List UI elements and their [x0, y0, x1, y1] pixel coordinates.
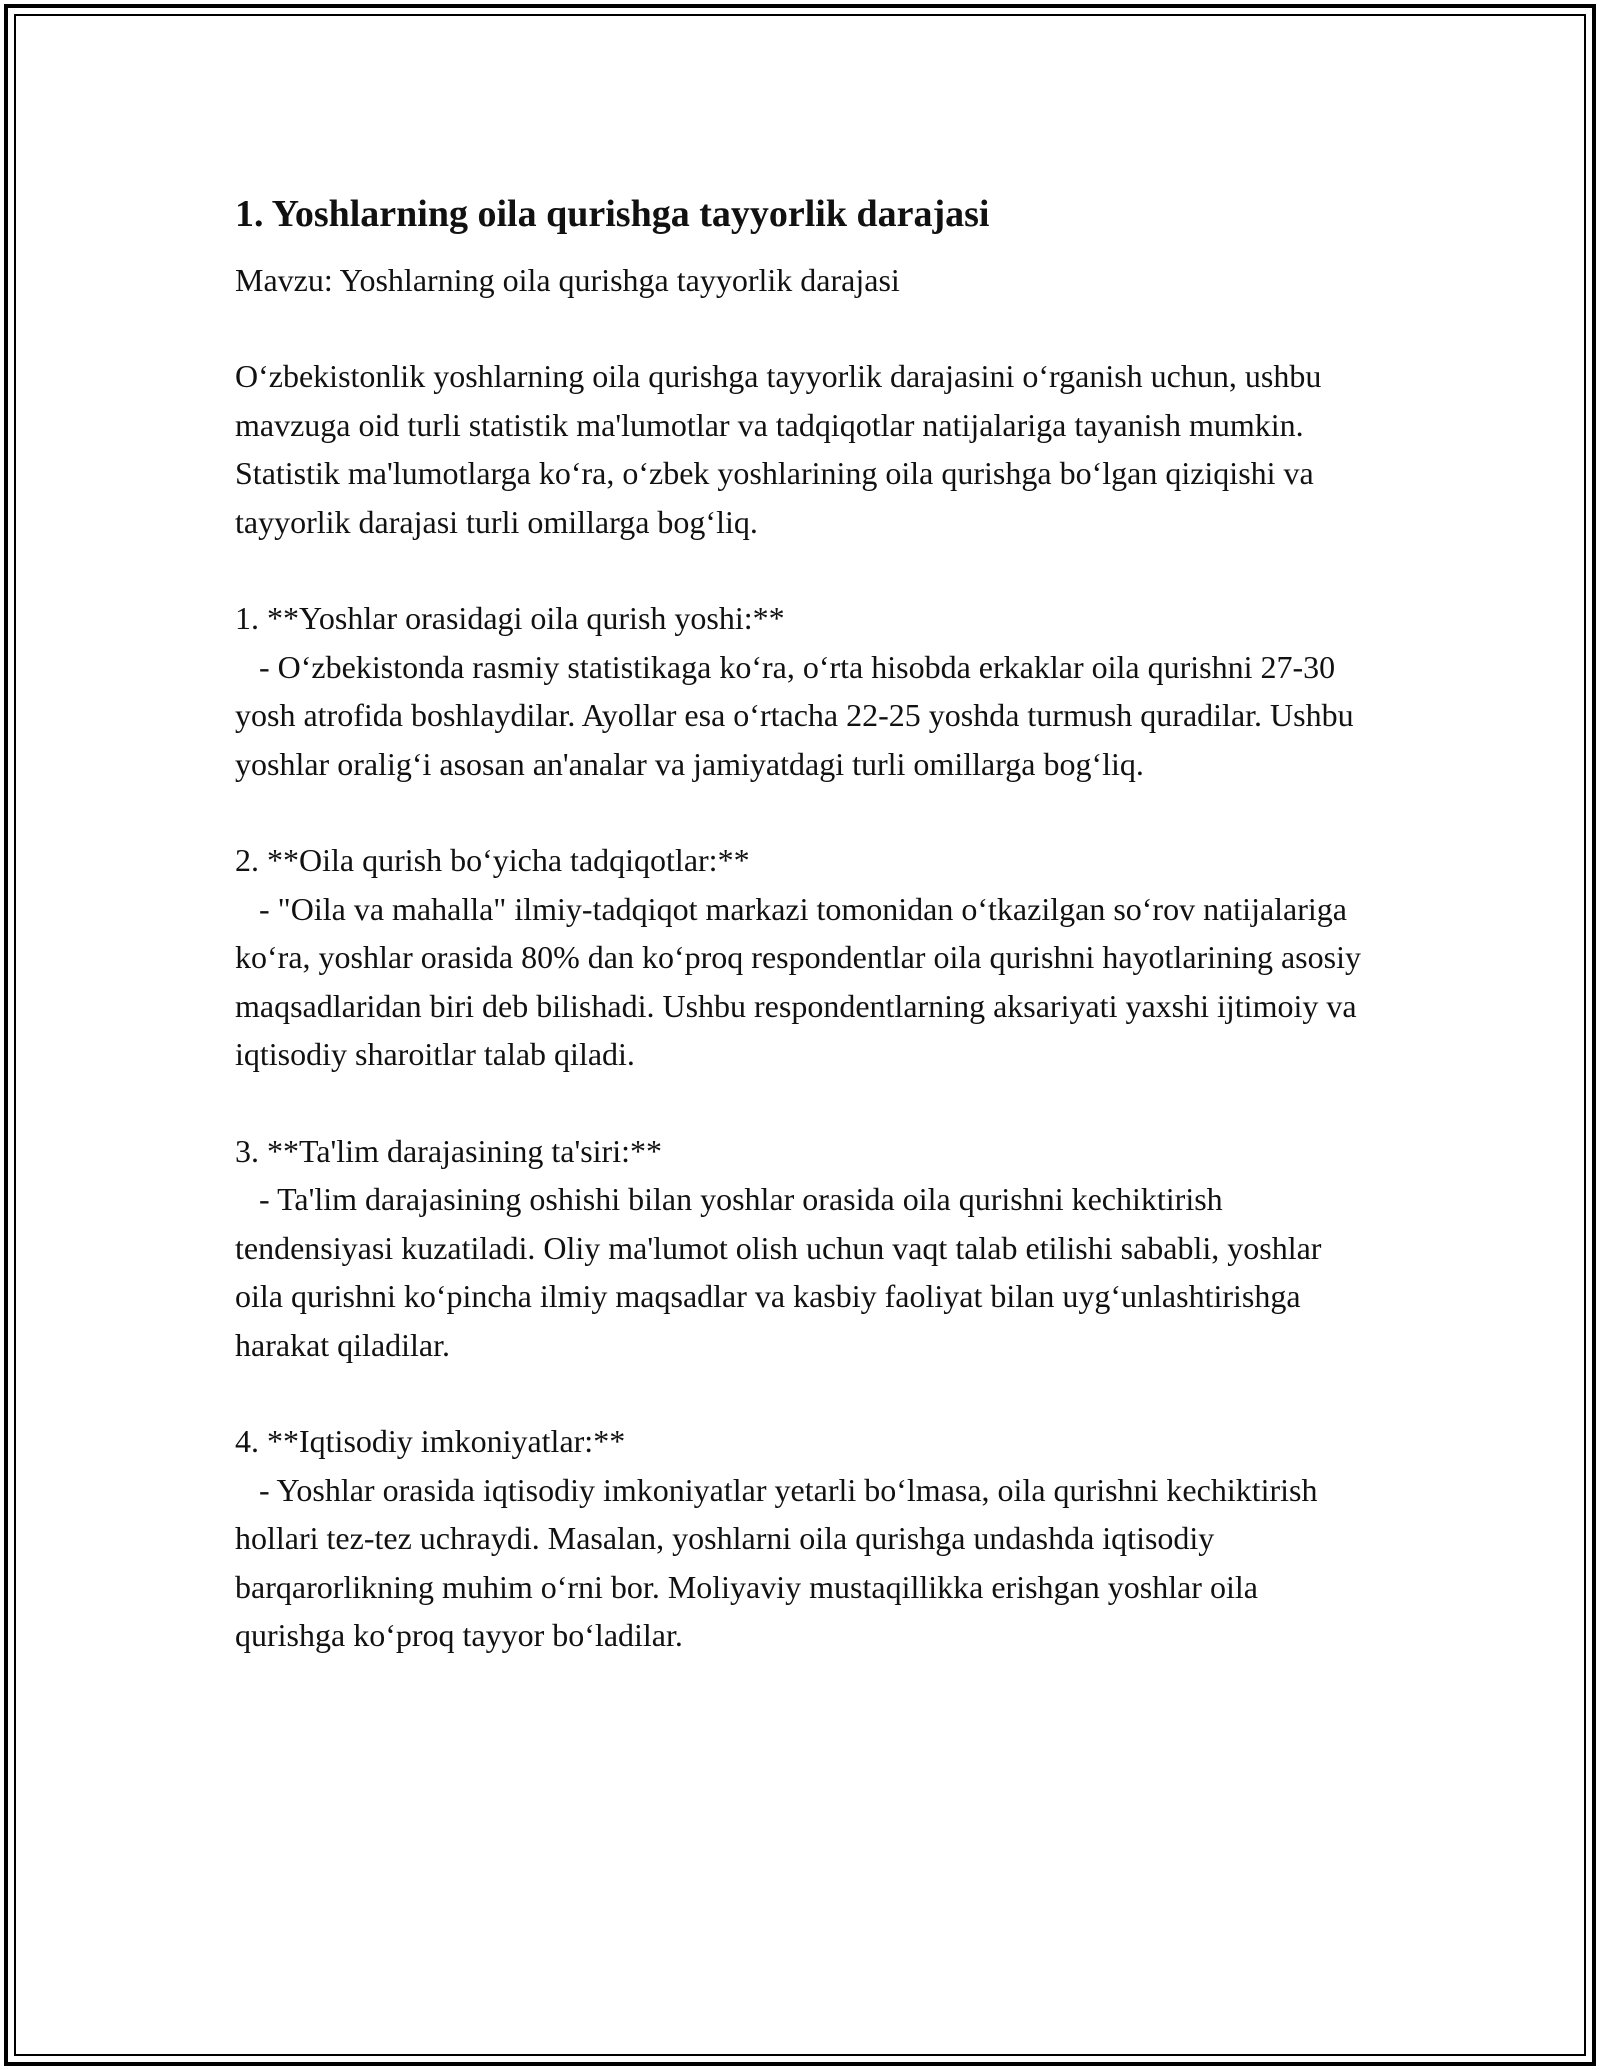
- section-body: [235, 1466, 1375, 1660]
- intro-paragraph: Oʻzbekistonlik yoshlarning oila qurishga tayyorlik darajasini oʻrganish uchun, ushbu mavzuga oid turli statistik ma'lumotlar va tadqiqotlar natijalariga tayanish mumkin. Statistik ma'lumotlarga koʻra, oʻzbek yoshlarining oila qurishga boʻlgan qiziqishi va tayyorlik darajasi turli omillarga bogʻliq.: [235, 358, 1322, 540]
- section-body-text: - Yoshlar orasida iqtisodiy imkoniyatlar yetarli boʻlmasa, oila qurishni kechiktirish hollari tez-tez uchraydi. Masalan, yoshlarni oila qurishga undashda iqtisodiy barqarorlikning muhim oʻrni bor. Moliyaviy mustaqillikka erishgan yoshlar oila qurishga koʻproq tayyor boʻladilar.: [235, 1471, 1318, 1653]
- section-title: 2. **Oila qurish boʻyicha tadqiqotlar:**: [235, 842, 750, 878]
- section-title: 4. **Iqtisodiy imkoniyatlar:**: [235, 1423, 626, 1459]
- topic-line: Mavzu: Yoshlarning oila qurishga tayyorlik darajasi: [235, 262, 900, 298]
- document-content: [235, 186, 1375, 1660]
- section-title: 3. **Ta'lim darajasining ta'siri:**: [235, 1132, 662, 1169]
- section-body-text: - Oʻzbekistonda rasmiy statistikaga koʻra, oʻrta hisobda erkaklar oila qurishni 27-30 yosh atrofida boshlaydilar. Ayollar esa oʻrtacha 22-25 yoshda turmush quradilar. Ushbu yoshlar oraligʻi asosan an'analar va jamiyatdagi turli omillarga bogʻliq.: [235, 648, 1354, 782]
- section-2: [235, 836, 1375, 1079]
- section-body-text: - "Oila va mahalla" ilmiy-tadqiqot markazi tomonidan oʻtkazilgan soʻrov natijalariga koʻra, yoshlar orasida 80% dan koʻproq respondentlar oila qurishni hayotlarining asosiy maqsadlaridan biri deb bilishadi. Ushbu respondentlarning aksariyati yaxshi ijtimoiy va iqtisodiy sharoitlar talab qiladi.: [235, 890, 1361, 1072]
- section-1: [235, 594, 1375, 788]
- section-body: [235, 885, 1375, 1079]
- section-body: [235, 643, 1375, 789]
- section-4: [235, 1417, 1375, 1660]
- section-body-text: - Ta'lim darajasining oshishi bilan yoshlar orasida oila qurishni kechiktirish tendensiyasi kuzatiladi. Oliy ma'lumot olish uchun vaqt talab etilishi sababli, yoshlar oila qurishni koʻpincha ilmiy maqsadlar va kasbiy faoliyat bilan uygʻunlashtirishga harakat qiladilar.: [235, 1181, 1322, 1363]
- section-3: [235, 1127, 1375, 1370]
- section-body: [235, 1175, 1375, 1369]
- document-heading: 1. Yoshlarning oila qurishga tayyorlik darajasi: [235, 193, 990, 235]
- section-title: 1. **Yoshlar orasidagi oila qurish yoshi:**: [235, 600, 785, 636]
